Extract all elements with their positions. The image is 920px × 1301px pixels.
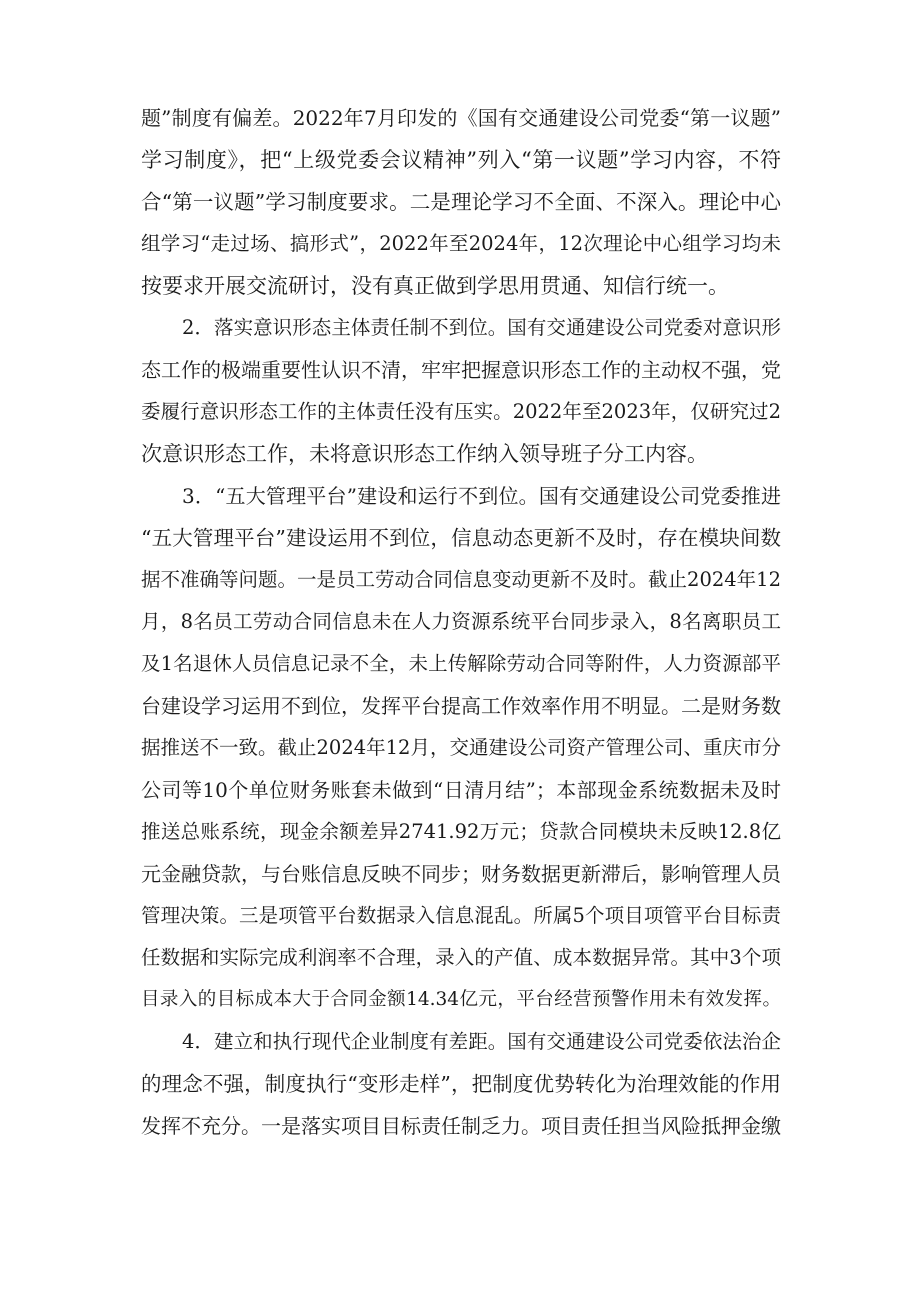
text-line: 4．建立和执行现代企业制度有差距。国有交通建设公司党委依法治企 — [182, 1030, 781, 1053]
text-line: 3．“五大管理平台”建设和运行不到位。国有交通建设公司党委推进 — [182, 484, 781, 508]
text-line: 月，8名员工劳动合同信息未在人力资源系统平台同步录入，8名离职员工 — [141, 610, 781, 633]
text-line: 管理决策。三是项管平台数据录入信息混乱。所属5个项目项管平台目标责 — [141, 904, 781, 927]
text-line: 台建设学习运用不到位，发挥平台提高工作效率作用不明显。二是财务数 — [141, 694, 781, 718]
text-line: 推送总账系统，现金余额差异2741.92万元；贷款合同模块未反映12.8亿 — [141, 820, 781, 843]
text-line: 委履行意识形态工作的主体责任没有压实。2022年至2023年，仅研究过2 — [141, 400, 781, 423]
text-line: 发挥不充分。一是落实项目目标责任制乏力。项目责任担当风险抵押金缴 — [141, 1114, 781, 1138]
text-line: 组学习“走过场、搞形式”，2022年至2024年，12次理论中心组学习均未 — [141, 232, 781, 255]
text-line: 次意识形态工作，未将意识形态工作纳入领导班子分工内容。 — [141, 442, 708, 466]
text-line: 学习制度》，把“上级党委会议精神”列入“第一议题”学习内容，不符 — [141, 148, 781, 172]
text-line: 的理念不强，制度执行“变形走样”，把制度优势转化为治理效能的作用 — [141, 1072, 781, 1096]
text-line: 公司等10个单位财务账套未做到“日清月结”；本部现金系统数据未及时 — [141, 778, 781, 802]
text-line: 及1名退休人员信息记录不全，未上传解除劳动合同等附件，人力资源部平 — [141, 652, 781, 675]
text-line: 按要求开展交流研讨，没有真正做到学思用贯通、知信行统一。 — [141, 274, 729, 298]
text-line: 据不准确等问题。一是员工劳动合同信息变动更新不及时。截止2024年12 — [141, 568, 781, 591]
text-line: 态工作的极端重要性认识不清，牢牢把握意识形态工作的主动权不强，党 — [141, 358, 781, 382]
text-line: 2．落实意识形态主体责任制不到位。国有交通建设公司党委对意识形 — [182, 316, 781, 339]
text-line: 题”制度有偏差。2022年7月印发的《国有交通建设公司党委“第一议题” — [141, 106, 781, 130]
text-line: 元金融贷款，与台账信息反映不同步；财务数据更新滞后，影响管理人员 — [141, 862, 781, 886]
text-line: 据推送不一致。截止2024年12月，交通建设公司资产管理公司、重庆市分 — [141, 736, 781, 759]
text-line: “五大管理平台”建设运用不到位，信息动态更新不及时，存在模块间数 — [141, 526, 781, 550]
text-line: 目录入的目标成本大于合同金额14.34亿元，平台经营预警作用未有效发挥。 — [141, 989, 781, 1010]
text-line: 合“第一议题”学习制度要求。二是理论学习不全面、不深入。理论中心 — [141, 190, 781, 214]
text-line: 任数据和实际完成利润率不合理，录入的产值、成本数据异常。其中3个项 — [141, 946, 781, 969]
